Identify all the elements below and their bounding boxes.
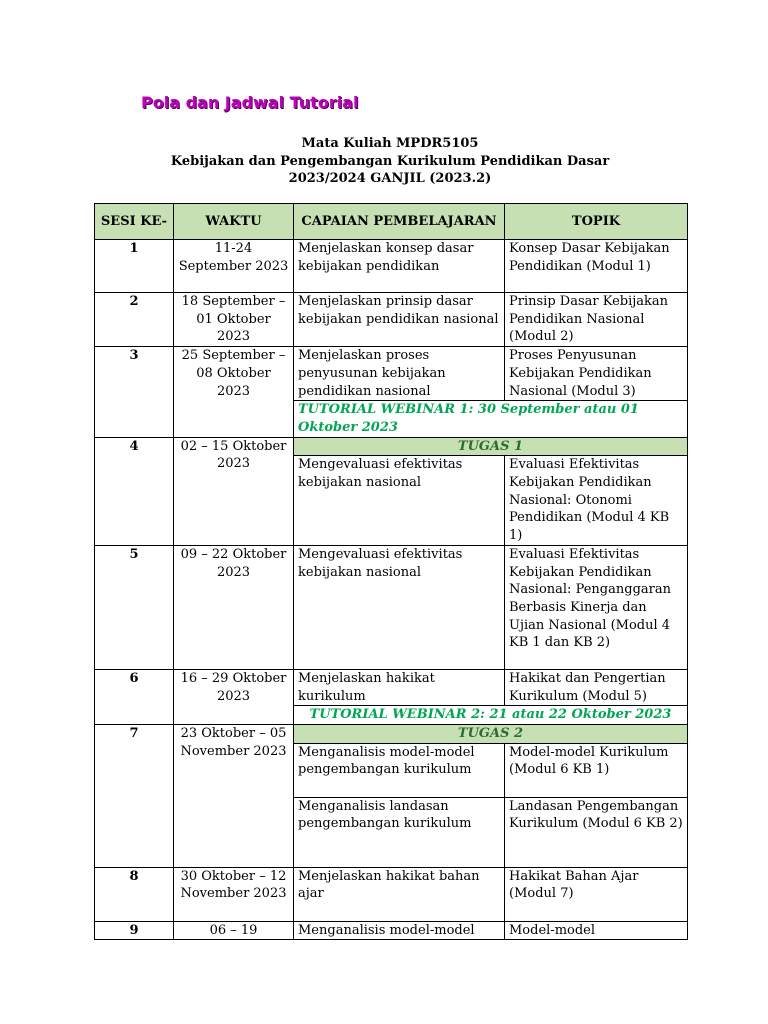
waktu-cell: 23 Oktober – 05 November 2023 bbox=[174, 724, 294, 867]
course-semester: 2023/2024 GANJIL (2023.2) bbox=[288, 171, 492, 186]
table-row bbox=[95, 240, 688, 293]
table-row bbox=[95, 669, 688, 705]
capaian-cell: Menganalisis model-model pengembangan kurikulum bbox=[294, 743, 505, 797]
tugas-row bbox=[95, 437, 688, 456]
tugas-1-banner: TUGAS 1 bbox=[294, 437, 688, 456]
waktu-cell: 16 – 29 Oktober 2023 bbox=[174, 669, 294, 724]
capaian-cell: Menganalisis landasan pengembangan kurikulum bbox=[294, 797, 505, 867]
topik-cell: Landasan Pengembangan Kurikulum (Modul 6 KB 2) bbox=[505, 797, 688, 867]
sesi-cell: 7 bbox=[95, 724, 174, 867]
waktu-cell: 11-24 September 2023 bbox=[174, 240, 294, 293]
table-row bbox=[95, 293, 688, 347]
capaian-cell: Menjelaskan hakikat kurikulum bbox=[294, 669, 505, 705]
table-row bbox=[95, 867, 688, 921]
waktu-cell: 25 September – 08 Oktober 2023 bbox=[174, 347, 294, 438]
webinar-2-banner: TUTORIAL WEBINAR 2: 21 atau 22 Oktober 2023 bbox=[294, 706, 688, 725]
waktu-cell: 06 – 19 bbox=[174, 921, 294, 940]
course-info bbox=[94, 135, 686, 188]
topik-cell: Prinsip Dasar Kebijakan Pendidikan Nasional (Modul 2) bbox=[505, 293, 688, 347]
capaian-cell: Mengevaluasi efektivitas kebijakan nasional bbox=[294, 456, 505, 546]
header-capaian: CAPAIAN PEMBELAJARAN bbox=[294, 204, 505, 240]
waktu-cell: 30 Oktober – 12 November 2023 bbox=[174, 867, 294, 921]
topik-cell: Hakikat dan Pengertian Kurikulum (Modul 5) bbox=[505, 669, 688, 705]
header-topik: TOPIK bbox=[505, 204, 688, 240]
topik-cell: Model-model Kurikulum (Modul 6 KB 1) bbox=[505, 743, 688, 797]
tugas-2-banner: TUGAS 2 bbox=[294, 724, 688, 743]
table-row bbox=[95, 545, 688, 669]
sesi-cell: 9 bbox=[95, 921, 174, 940]
sesi-cell: 6 bbox=[95, 669, 174, 724]
capaian-cell: Menganalisis model-model bbox=[294, 921, 505, 940]
table-row bbox=[95, 921, 688, 940]
capaian-cell: Menjelaskan konsep dasar kebijakan pendidikan bbox=[294, 240, 505, 293]
capaian-cell: Menjelaskan proses penyusunan kebijakan pendidikan nasional bbox=[294, 347, 505, 401]
course-title: Kebijakan dan Pengembangan Kurikulum Pendidikan Dasar bbox=[170, 153, 610, 169]
topik-cell: Konsep Dasar Kebijakan Pendidikan (Modul 1) bbox=[505, 240, 688, 293]
header-sesi: SESI KE- bbox=[95, 204, 174, 240]
sesi-cell: 8 bbox=[95, 867, 174, 921]
capaian-cell: Menjelaskan hakikat bahan ajar bbox=[294, 867, 505, 921]
sesi-cell: 5 bbox=[95, 545, 174, 669]
waktu-cell: 09 – 22 Oktober 2023 bbox=[174, 545, 294, 669]
course-code: Mata Kuliah MPDR5105 bbox=[301, 136, 479, 151]
tutorial-schedule-table bbox=[94, 203, 688, 940]
header-waktu: WAKTU bbox=[174, 204, 294, 240]
sesi-cell: 4 bbox=[95, 437, 174, 545]
document-heading: Pola dan Jadwal Tutorial bbox=[141, 93, 359, 112]
table-header-row bbox=[95, 204, 688, 240]
table-row bbox=[95, 347, 688, 401]
webinar-1-banner: TUTORIAL WEBINAR 1: 30 September atau 01 Oktober 2023 bbox=[294, 401, 688, 437]
topik-cell: Hakikat Bahan Ajar (Modul 7) bbox=[505, 867, 688, 921]
waktu-cell: 18 September – 01 Oktober 2023 bbox=[174, 293, 294, 347]
topik-cell: Evaluasi Efektivitas Kebijakan Pendidikan Nasional: Otonomi Pendidikan (Modul 4 KB 1) bbox=[505, 456, 688, 546]
topik-cell: Evaluasi Efektivitas Kebijakan Pendidikan Nasional: Penganggaran Berbasis Kinerja dan Ujian Nasional (Modul 4 KB 1 dan KB 2) bbox=[505, 545, 688, 669]
sesi-cell: 3 bbox=[95, 347, 174, 438]
capaian-cell: Mengevaluasi efektivitas kebijakan nasional bbox=[294, 545, 505, 669]
tugas-row bbox=[95, 724, 688, 743]
topik-cell: Model-model bbox=[505, 921, 688, 940]
sesi-cell: 1 bbox=[95, 240, 174, 293]
sesi-cell: 2 bbox=[95, 293, 174, 347]
capaian-cell: Menjelaskan prinsip dasar kebijakan pendidikan nasional bbox=[294, 293, 505, 347]
waktu-cell: 02 – 15 Oktober 2023 bbox=[174, 437, 294, 545]
topik-cell: Proses Penyusunan Kebijakan Pendidikan Nasional (Modul 3) bbox=[505, 347, 688, 401]
